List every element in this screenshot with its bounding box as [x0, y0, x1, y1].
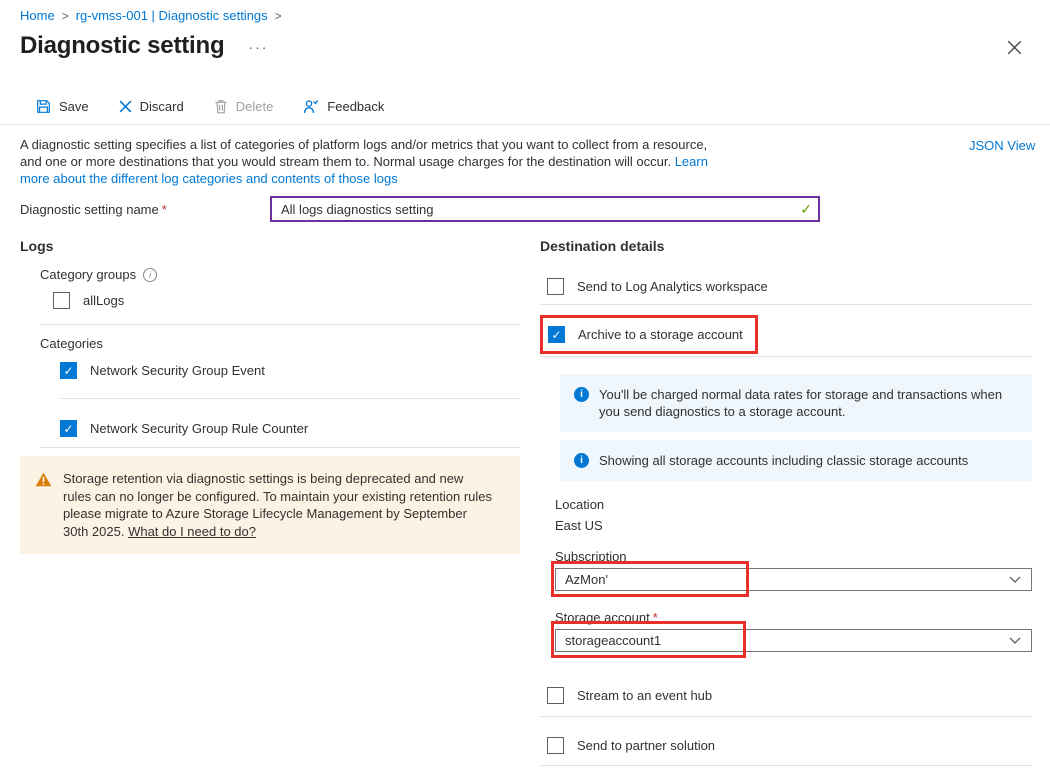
section-divider — [540, 716, 1032, 717]
warning-icon — [35, 472, 52, 540]
toolbar — [28, 95, 392, 118]
discard-button[interactable] — [111, 95, 192, 118]
section-divider — [40, 447, 520, 448]
warning-text — [63, 470, 493, 540]
section-divider — [60, 398, 520, 399]
storage-account-label-text: Storage account — [555, 610, 650, 625]
section-divider — [540, 765, 1032, 766]
breadcrumb — [20, 8, 282, 23]
chevron-down-icon — [1009, 637, 1021, 644]
category-groups-label: Category groups — [40, 267, 137, 282]
category-groups-row — [40, 267, 157, 282]
log-analytics-row — [547, 278, 768, 295]
destination-heading: Destination details — [540, 238, 665, 254]
subscription-label: Subscription — [555, 549, 627, 564]
warning-link[interactable]: What do I need to do? — [128, 523, 256, 539]
storage-account-value: storageaccount1 — [565, 633, 662, 648]
delete-button[interactable] — [206, 95, 282, 118]
delete-icon — [214, 99, 228, 114]
close-icon — [1007, 40, 1022, 55]
discard-label: Discard — [139, 99, 184, 114]
info-banner-classic — [560, 440, 1032, 481]
feedback-button[interactable] — [295, 95, 392, 118]
info-text-charges: You'll be charged normal data rates for storage and transactions when you send diagnostics to a storage account. — [599, 387, 1003, 419]
breadcrumb-separator: > — [61, 8, 69, 23]
breadcrumb-link-home[interactable]: Home — [20, 8, 55, 23]
subscription-value: AzMon' — [565, 572, 608, 587]
checkbox-partner-solution[interactable] — [547, 737, 564, 754]
chevron-down-icon — [1009, 576, 1021, 583]
learn-more-link[interactable]: Learn more about the different log categories and contents of those logs — [20, 154, 708, 186]
event-hub-row — [547, 687, 712, 704]
subscription-dropdown[interactable] — [555, 568, 1032, 591]
storage-account-dropdown[interactable] — [555, 629, 1032, 652]
required-asterisk: * — [161, 202, 167, 217]
breadcrumb-separator: > — [274, 8, 282, 23]
toolbar-divider — [0, 124, 1050, 125]
name-field-label-text: Diagnostic setting name — [20, 202, 159, 217]
event-hub-label: Stream to an event hub — [577, 688, 713, 703]
archive-storage-label: Archive to a storage account — [578, 327, 743, 342]
warning-text-body: Storage retention via diagnostic settings is being deprecated and new rules can no longer be configured. To maintain your existing retention rules please migrate to Azure Storage Lifecycle Management by September 30th 2025. — [63, 471, 493, 539]
section-divider — [540, 356, 1032, 357]
breadcrumb-link-diagnostic-settings[interactable]: rg-vmss-001 | Diagnostic settings — [75, 8, 268, 23]
title-row — [20, 32, 268, 60]
feedback-label: Feedback — [327, 99, 385, 114]
warning-banner — [20, 456, 520, 554]
info-text-classic: Showing all storage accounts including classic storage accounts — [599, 453, 969, 468]
checkbox-archive-storage[interactable] — [548, 326, 565, 343]
checkbox-alllogs[interactable] — [53, 292, 70, 309]
checkbox-event-hub[interactable] — [547, 687, 564, 704]
alllogs-label: allLogs — [83, 293, 125, 308]
intro-text-body: A diagnostic setting specifies a list of categories of platform logs and/or metrics that you want to collect from a resource, and one or more destinations that you would stream them to. Normal usage charges for the destination will occur. — [20, 137, 708, 169]
info-banner-charges — [560, 374, 1032, 432]
delete-label: Delete — [235, 99, 274, 114]
section-divider — [540, 304, 1032, 305]
name-input-wrap — [270, 196, 820, 222]
discard-icon — [119, 100, 132, 113]
section-divider — [40, 324, 520, 325]
required-asterisk: * — [652, 610, 658, 625]
location-value: East US — [555, 518, 603, 533]
categories-label: Categories — [40, 336, 103, 351]
nsg-rule-counter-label: Network Security Group Rule Counter — [90, 421, 309, 436]
storage-account-label — [555, 610, 658, 625]
info-icon[interactable]: i — [143, 268, 157, 282]
alllogs-row — [53, 292, 124, 309]
close-button[interactable] — [1007, 40, 1022, 55]
save-button[interactable] — [28, 95, 97, 118]
page-title: Diagnostic setting — [20, 32, 225, 59]
log-analytics-label: Send to Log Analytics workspace — [577, 279, 768, 294]
archive-storage-row — [548, 326, 743, 343]
nsg-rule-counter-row — [60, 420, 308, 437]
checkbox-nsg-rule-counter[interactable] — [60, 420, 77, 437]
partner-solution-label: Send to partner solution — [577, 738, 716, 753]
info-icon-filled: i — [574, 453, 589, 468]
checkbox-nsg-event[interactable] — [60, 362, 77, 379]
json-view-link[interactable]: JSON View — [969, 138, 1036, 153]
location-label: Location — [555, 497, 605, 512]
save-icon — [36, 99, 51, 114]
save-label: Save — [59, 99, 89, 114]
overflow-menu-button[interactable]: ··· — [248, 39, 269, 55]
name-field-label — [20, 202, 167, 217]
diagnostic-setting-name-input[interactable] — [270, 196, 820, 222]
info-icon-filled: i — [574, 387, 589, 402]
nsg-event-row — [60, 362, 265, 379]
logs-heading: Logs — [20, 238, 54, 254]
partner-solution-row — [547, 737, 715, 754]
checkbox-log-analytics[interactable] — [547, 278, 564, 295]
valid-check-icon: ✓ — [800, 201, 812, 217]
feedback-icon — [303, 99, 319, 114]
intro-text — [20, 136, 720, 187]
nsg-event-label: Network Security Group Event — [90, 363, 265, 378]
